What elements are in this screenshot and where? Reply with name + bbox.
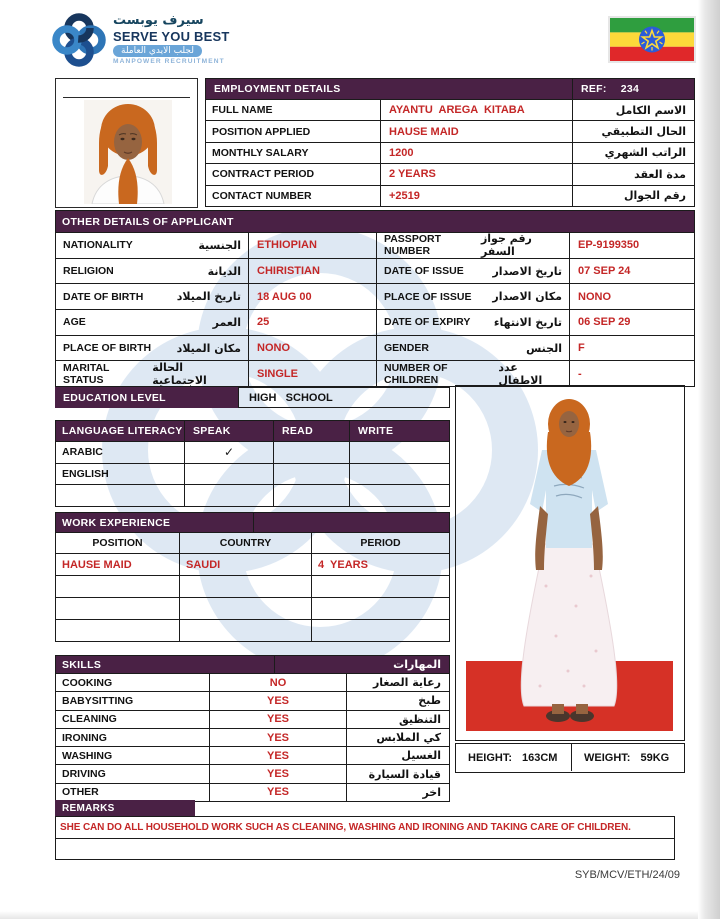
language-arabic: ARABIC (62, 446, 103, 459)
agency-logo (52, 13, 229, 67)
religion-arabic: الديانة (207, 264, 241, 278)
nationality-label: NATIONALITY (63, 239, 133, 252)
place-of-issue-label-cell (376, 284, 569, 309)
country-header: COUNTRY (179, 533, 311, 553)
position-applied-value: HAUSE MAID (380, 121, 572, 141)
nationality-value: ETHIOPIAN (248, 233, 376, 258)
position-applied-label: POSITION APPLIED (212, 125, 311, 138)
date-of-expiry-label: DATE OF EXPIRY (384, 316, 471, 329)
arabic-speak-check: ✓ (184, 442, 273, 463)
employment-details-header: EMPLOYMENT DETAILS (206, 79, 572, 99)
english-read-cell (273, 464, 349, 485)
experience-period: 4 YEARS (311, 554, 449, 575)
other-skill-arabic: اخر (346, 784, 449, 801)
contract-period-value: 2 YEARS (380, 164, 572, 184)
height-cell (456, 744, 571, 771)
remarks-empty-row (56, 839, 674, 859)
marital-status-label: MARITAL STATUS (63, 361, 110, 386)
age-label-cell (56, 310, 248, 335)
passport-number-label: PASSPORT NUMBER (384, 233, 441, 258)
work-experience-header-spacer (253, 513, 449, 532)
skills-header-arabic: المهارات (274, 656, 449, 673)
document-code: SYB/MCV/ETH/24/09 (574, 869, 680, 881)
religion-label: RELIGION (63, 265, 114, 278)
monthly-salary-value: 1200 (380, 143, 572, 163)
children-label-cell (376, 361, 569, 386)
monthly-salary-arabic: الراتب الشهري (572, 143, 694, 163)
age-label: AGE (63, 316, 86, 329)
cleaning-value: YES (209, 711, 346, 728)
ironing-arabic: كي الملابس (346, 729, 449, 746)
experience-empty-cell (179, 620, 311, 641)
ref-label: REF: (581, 83, 607, 95)
place-of-issue-label: PLACE OF ISSUE (384, 290, 472, 303)
contract-period-arabic: مدة العقد (572, 164, 694, 184)
age-value: 25 (248, 310, 376, 335)
logo-name: SERVE YOU BEST (113, 29, 230, 44)
arabic-read-cell (273, 442, 349, 463)
language-literacy-table (55, 420, 450, 507)
age-arabic: العمر (212, 315, 241, 329)
gender-label-cell (376, 336, 569, 361)
nationality-arabic: الجنسية (198, 238, 241, 252)
empty-speak-cell (184, 485, 273, 506)
date-of-expiry-value: 06 SEP 29 (569, 310, 694, 335)
contract-period-label: CONTRACT PERIOD (212, 168, 315, 181)
date-of-issue-label: DATE OF ISSUE (384, 265, 464, 278)
remarks-box (55, 816, 675, 860)
date-of-birth-label: DATE OF BIRTH (63, 290, 144, 303)
driving-value: YES (209, 765, 346, 782)
employment-details-table (205, 78, 695, 207)
marital-status-value: SINGLE (248, 361, 376, 386)
other-details-header: OTHER DETAILS OF APPLICANT (56, 211, 694, 232)
cooking-arabic: رعاية الصغار (346, 674, 449, 691)
place-of-birth-arabic: مكان الميلاد (176, 341, 241, 355)
marital-status-label-cell (56, 361, 248, 386)
gender-arabic: الجنس (526, 341, 562, 355)
logo-tagline: MANPOWER RECRUITMENT (113, 58, 225, 65)
contact-number-value: +2519 (380, 186, 572, 206)
full-name-value: AYANTU AREGA KITABA (380, 100, 572, 120)
date-of-issue-arabic: تاريخ الاصدار (492, 264, 562, 278)
cleaning-arabic: التنظيق (346, 711, 449, 728)
skills-header: SKILLS (56, 656, 274, 673)
washing-value: YES (209, 747, 346, 764)
ref-value: 234 (620, 83, 640, 95)
position-header: POSITION (92, 537, 143, 549)
language-english: ENGLISH (62, 468, 109, 481)
arabic-write-cell (349, 442, 449, 463)
remarks-text: SHE CAN DO ALL HOUSEHOLD WORK SUCH AS CLEANING, WASHING AND IRONING AND TAKING CARE OF CHILDREN. (56, 817, 674, 839)
work-experience-header: WORK EXPERIENCE (56, 513, 253, 532)
nationality-label-cell (56, 233, 248, 258)
contact-number-arabic: رقم الجوال (572, 186, 694, 206)
photo-box-line (63, 97, 190, 98)
place-of-birth-label-cell (56, 336, 248, 361)
height-label: HEIGHT: (468, 751, 512, 764)
experience-empty-cell (56, 598, 179, 619)
experience-empty-cell (311, 620, 449, 641)
babysitting-value: YES (209, 692, 346, 709)
cooking-label: COOKING (62, 676, 113, 689)
date-of-birth-arabic: تاريخ الميلاد (176, 290, 241, 304)
write-header: WRITE (349, 421, 449, 441)
logo-arabic-name: سيرف يوبست (113, 13, 204, 28)
babysitting-arabic: طبخ (346, 692, 449, 709)
education-level-value: HIGH SCHOOL (238, 387, 450, 408)
experience-empty-cell (311, 598, 449, 619)
height-weight-table (455, 743, 685, 773)
place-of-issue-value: NONO (569, 284, 694, 309)
read-header: READ (273, 421, 349, 441)
weight-value: 59KG (640, 751, 670, 764)
speak-header: SPEAK (184, 421, 273, 441)
children-label: NUMBER OF CHILDREN (384, 361, 448, 386)
date-of-issue-value: 07 SEP 24 (569, 259, 694, 284)
education-level-header: EDUCATION LEVEL (55, 387, 238, 408)
ironing-label: IRONING (62, 731, 107, 744)
logo-arabic-tagline: لجلب الايدي العاملة (113, 45, 202, 57)
babysitting-label: BABYSITTING (62, 694, 134, 707)
date-of-birth-label-cell (56, 284, 248, 309)
empty-read-cell (273, 485, 349, 506)
other-skill-value: YES (209, 784, 346, 801)
ref-cell (572, 79, 694, 99)
logo-knot-icon (52, 13, 106, 67)
weight-label: WEIGHT: (584, 751, 631, 764)
passport-number-arabic: رقم جواز السفر (480, 233, 532, 258)
experience-empty-cell (56, 620, 179, 641)
marital-status-arabic: الحالة الاجتماعية (152, 361, 207, 387)
place-of-birth-value: NONO (248, 336, 376, 361)
experience-empty-cell (179, 598, 311, 619)
position-applied-arabic: الحال التطبيقي (572, 121, 694, 141)
driving-arabic: قيادة السيارة (346, 765, 449, 782)
ironing-value: YES (209, 729, 346, 746)
english-write-cell (349, 464, 449, 485)
washing-arabic: الغسيل (346, 747, 449, 764)
children-arabic: عدد الاطفال (498, 361, 543, 387)
scan-bottom-edge (0, 911, 720, 919)
experience-country: SAUDI (179, 554, 311, 575)
full-name-arabic: الاسم الكامل (572, 100, 694, 120)
date-of-birth-value: 18 AUG 00 (248, 284, 376, 309)
full-body-photo-box (455, 385, 685, 741)
language-empty (56, 485, 184, 506)
portrait-photo (84, 100, 172, 204)
full-body-photo (456, 386, 683, 739)
place-of-birth-label: PLACE OF BIRTH (63, 342, 152, 355)
date-of-expiry-label-cell (376, 310, 569, 335)
passport-number-label-cell (376, 233, 569, 258)
height-value: 163CM (522, 751, 558, 764)
scan-right-edge (698, 0, 720, 919)
experience-position: HAUSE MAID (62, 558, 132, 571)
weight-cell (571, 744, 684, 771)
cooking-value: NO (209, 674, 346, 691)
period-header: PERIOD (311, 533, 449, 553)
experience-empty-cell (311, 576, 449, 597)
ethiopia-flag-icon (608, 16, 696, 63)
other-details-table (55, 210, 695, 387)
driving-label: DRIVING (62, 768, 106, 781)
religion-value: CHIRISTIAN (248, 259, 376, 284)
english-speak-cell (184, 464, 273, 485)
washing-label: WASHING (62, 749, 113, 762)
portrait-photo-box (55, 78, 198, 208)
date-of-issue-label-cell (376, 259, 569, 284)
date-of-expiry-arabic: تاريخ الانتهاء (493, 315, 562, 329)
passport-number-value: EP-9199350 (569, 233, 694, 258)
cleaning-label: CLEANING (62, 713, 117, 726)
language-literacy-header: LANGUAGE LITERACY (56, 421, 184, 441)
full-name-label: FULL NAME (212, 104, 273, 117)
monthly-salary-label: MONTHLY SALARY (212, 146, 309, 159)
gender-value: F (569, 336, 694, 361)
experience-empty-cell (179, 576, 311, 597)
contact-number-label: CONTACT NUMBER (212, 189, 312, 202)
skills-table (55, 655, 450, 802)
remarks-header: REMARKS (55, 800, 195, 816)
work-experience-table (55, 512, 450, 642)
experience-empty-cell (56, 576, 179, 597)
empty-write-cell (349, 485, 449, 506)
gender-label: GENDER (384, 342, 429, 355)
children-value: - (569, 361, 694, 386)
religion-label-cell (56, 259, 248, 284)
place-of-issue-arabic: مكان الاصدار (492, 290, 562, 304)
other-skill-label: OTHER (62, 786, 99, 799)
